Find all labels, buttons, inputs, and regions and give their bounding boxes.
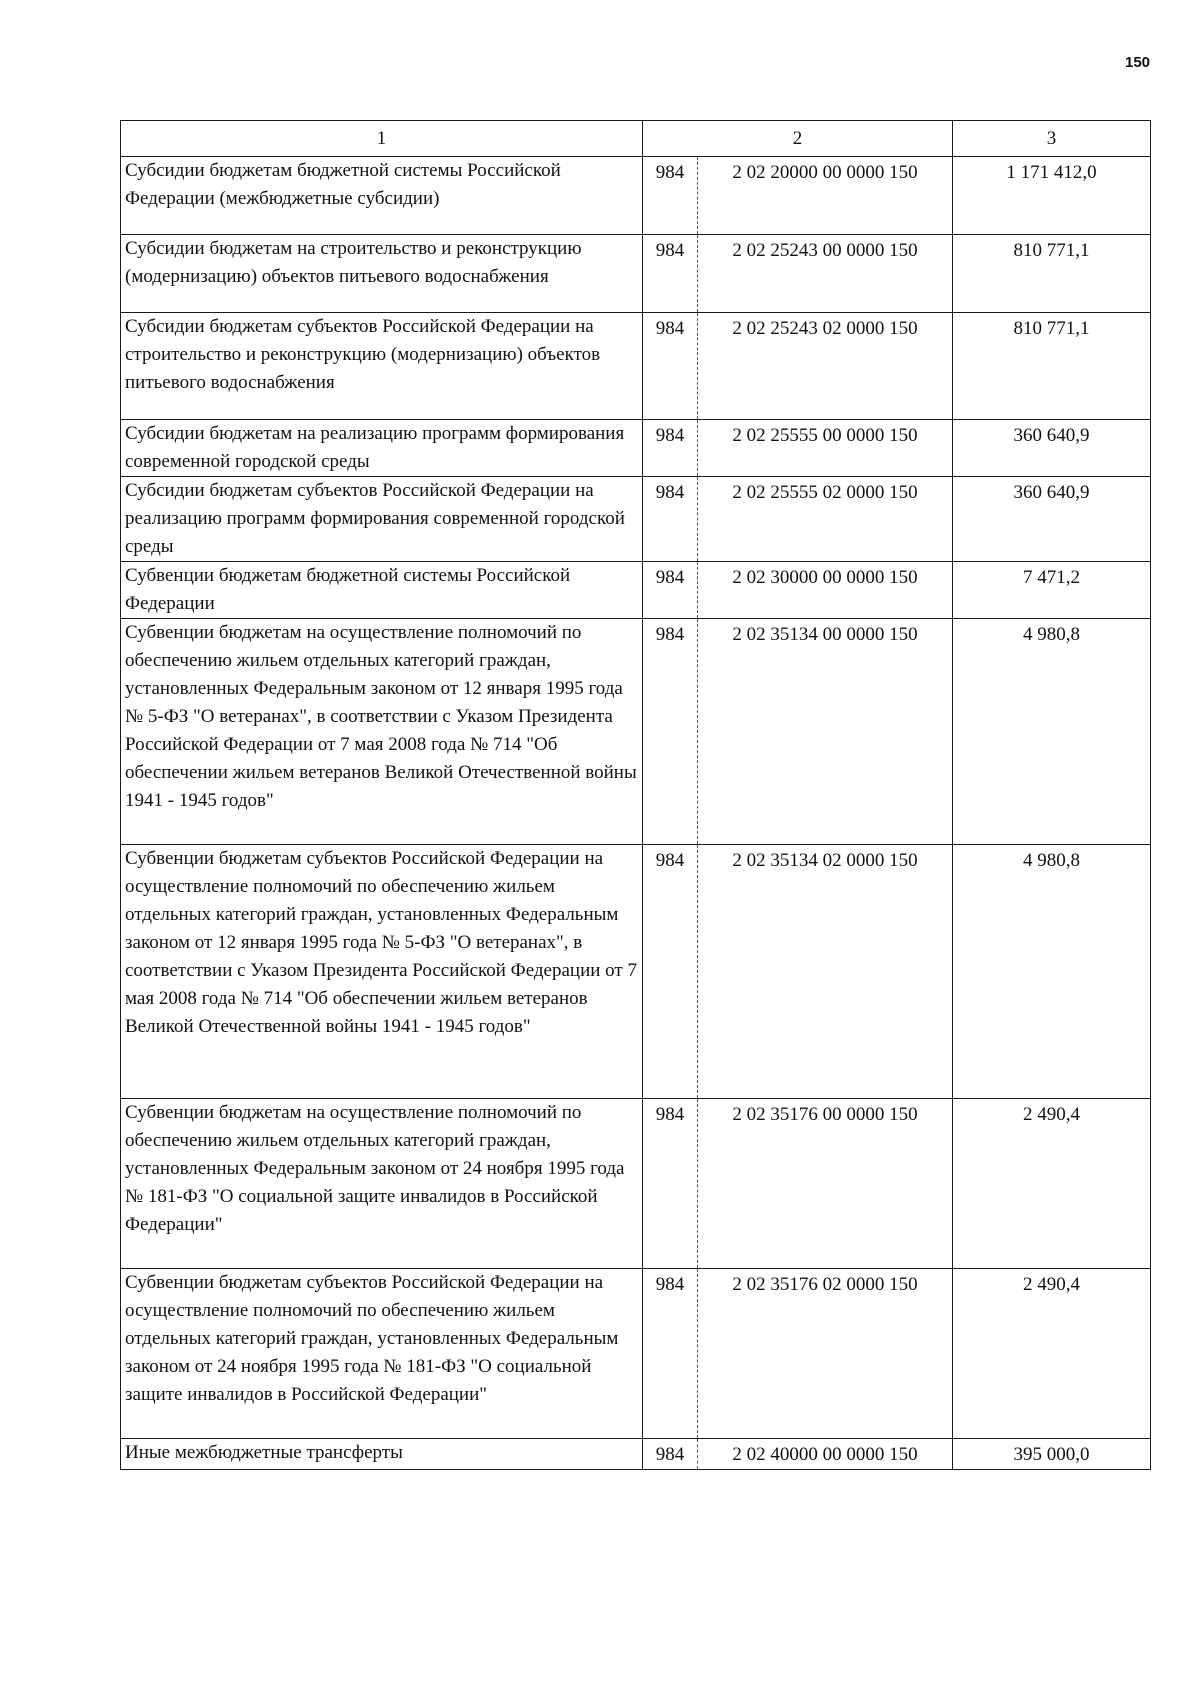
row-budget-code: 2 02 35134 02 0000 150 bbox=[698, 845, 953, 1099]
row-amount: 360 640,9 bbox=[953, 420, 1151, 477]
row-amount: 7 471,2 bbox=[953, 562, 1151, 619]
header-col-2: 2 bbox=[643, 121, 953, 157]
row-amount: 2 490,4 bbox=[953, 1099, 1151, 1269]
row-name: Субвенции бюджетам субъектов Российской Федерации на осуществление полномочий по обеспечению жильем отдельных категорий граждан, установленных Федеральным законом от 24 ноября 1995 года № 181-ФЗ "О социальной защите инвалидов в Российской Федерации" bbox=[121, 1269, 643, 1439]
row-name: Субсидии бюджетам бюджетной системы Российской Федерации (межбюджетные субсидии) bbox=[121, 157, 643, 235]
row-budget-code: 2 02 25243 02 0000 150 bbox=[698, 313, 953, 420]
row-name: Субсидии бюджетам на реализацию программ формирования современной городской среды bbox=[121, 420, 643, 477]
table-row bbox=[121, 157, 1151, 235]
row-budget-code: 2 02 20000 00 0000 150 bbox=[698, 157, 953, 235]
row-budget-code: 2 02 35176 00 0000 150 bbox=[698, 1099, 953, 1269]
row-admin-code: 984 bbox=[643, 1439, 698, 1470]
table-row bbox=[121, 562, 1151, 619]
row-admin-code: 984 bbox=[643, 235, 698, 313]
row-amount: 2 490,4 bbox=[953, 1269, 1151, 1439]
row-budget-code: 2 02 25555 00 0000 150 bbox=[698, 420, 953, 477]
row-budget-code: 2 02 35176 02 0000 150 bbox=[698, 1269, 953, 1439]
table-row bbox=[121, 313, 1151, 420]
row-budget-code: 2 02 40000 00 0000 150 bbox=[698, 1439, 953, 1470]
row-name: Субвенции бюджетам на осуществление полномочий по обеспечению жильем отдельных категорий граждан, установленных Федеральным законом от 12 января 1995 года № 5-ФЗ "О ветеранах", в соответствии с Указом Президента Российской Федерации от 7 мая 2008 года № 714 "Об обеспечении жильем ветеранов Великой Отечественной войны 1941 - 1945 годов" bbox=[121, 619, 643, 845]
budget-table bbox=[120, 120, 1151, 1470]
row-name: Субвенции бюджетам субъектов Российской Федерации на осуществление полномочий по обеспечению жильем отдельных категорий граждан, установленных Федеральным законом от 12 января 1995 года № 5-ФЗ "О ветеранах", в соответствии с Указом Президента Российской Федерации от 7 мая 2008 года № 714 "Об обеспечении жильем ветеранов Великой Отечественной войны 1941 - 1945 годов" bbox=[121, 845, 643, 1099]
row-amount: 4 980,8 bbox=[953, 845, 1151, 1099]
row-budget-code: 2 02 35134 00 0000 150 bbox=[698, 619, 953, 845]
row-admin-code: 984 bbox=[643, 420, 698, 477]
table-row bbox=[121, 420, 1151, 477]
table-row bbox=[121, 619, 1151, 845]
table-row bbox=[121, 845, 1151, 1099]
row-budget-code: 2 02 30000 00 0000 150 bbox=[698, 562, 953, 619]
row-admin-code: 984 bbox=[643, 1099, 698, 1269]
row-amount: 810 771,1 bbox=[953, 313, 1151, 420]
row-name: Субсидии бюджетам субъектов Российской Федерации на реализацию программ формирования современной городской среды bbox=[121, 477, 643, 562]
page-number: 150 bbox=[1125, 54, 1151, 71]
row-admin-code: 984 bbox=[643, 313, 698, 420]
row-admin-code: 984 bbox=[643, 562, 698, 619]
row-amount: 4 980,8 bbox=[953, 619, 1151, 845]
row-admin-code: 984 bbox=[643, 157, 698, 235]
table-row bbox=[121, 477, 1151, 562]
row-amount: 360 640,9 bbox=[953, 477, 1151, 562]
row-name: Субсидии бюджетам на строительство и реконструкцию (модернизацию) объектов питьевого водоснабжения bbox=[121, 235, 643, 313]
table-row bbox=[121, 1269, 1151, 1439]
table-row bbox=[121, 1439, 1151, 1470]
row-name: Субвенции бюджетам бюджетной системы Российской Федерации bbox=[121, 562, 643, 619]
header-row bbox=[121, 121, 1151, 157]
row-amount: 395 000,0 bbox=[953, 1439, 1151, 1470]
row-name: Субсидии бюджетам субъектов Российской Федерации на строительство и реконструкцию (модернизацию) объектов питьевого водоснабжения bbox=[121, 313, 643, 420]
table-row bbox=[121, 1099, 1151, 1269]
row-budget-code: 2 02 25555 02 0000 150 bbox=[698, 477, 953, 562]
row-amount: 810 771,1 bbox=[953, 235, 1151, 313]
row-admin-code: 984 bbox=[643, 845, 698, 1099]
row-admin-code: 984 bbox=[643, 619, 698, 845]
row-admin-code: 984 bbox=[643, 477, 698, 562]
row-name: Иные межбюджетные трансферты bbox=[121, 1439, 643, 1470]
table-row bbox=[121, 235, 1151, 313]
header-col-3: 3 bbox=[953, 121, 1151, 157]
row-amount: 1 171 412,0 bbox=[953, 157, 1151, 235]
row-admin-code: 984 bbox=[643, 1269, 698, 1439]
row-budget-code: 2 02 25243 00 0000 150 bbox=[698, 235, 953, 313]
header-col-1: 1 bbox=[121, 121, 643, 157]
row-name: Субвенции бюджетам на осуществление полномочий по обеспечению жильем отдельных категорий граждан, установленных Федеральным законом от 24 ноября 1995 года № 181-ФЗ "О социальной защите инвалидов в Российской Федерации" bbox=[121, 1099, 643, 1269]
